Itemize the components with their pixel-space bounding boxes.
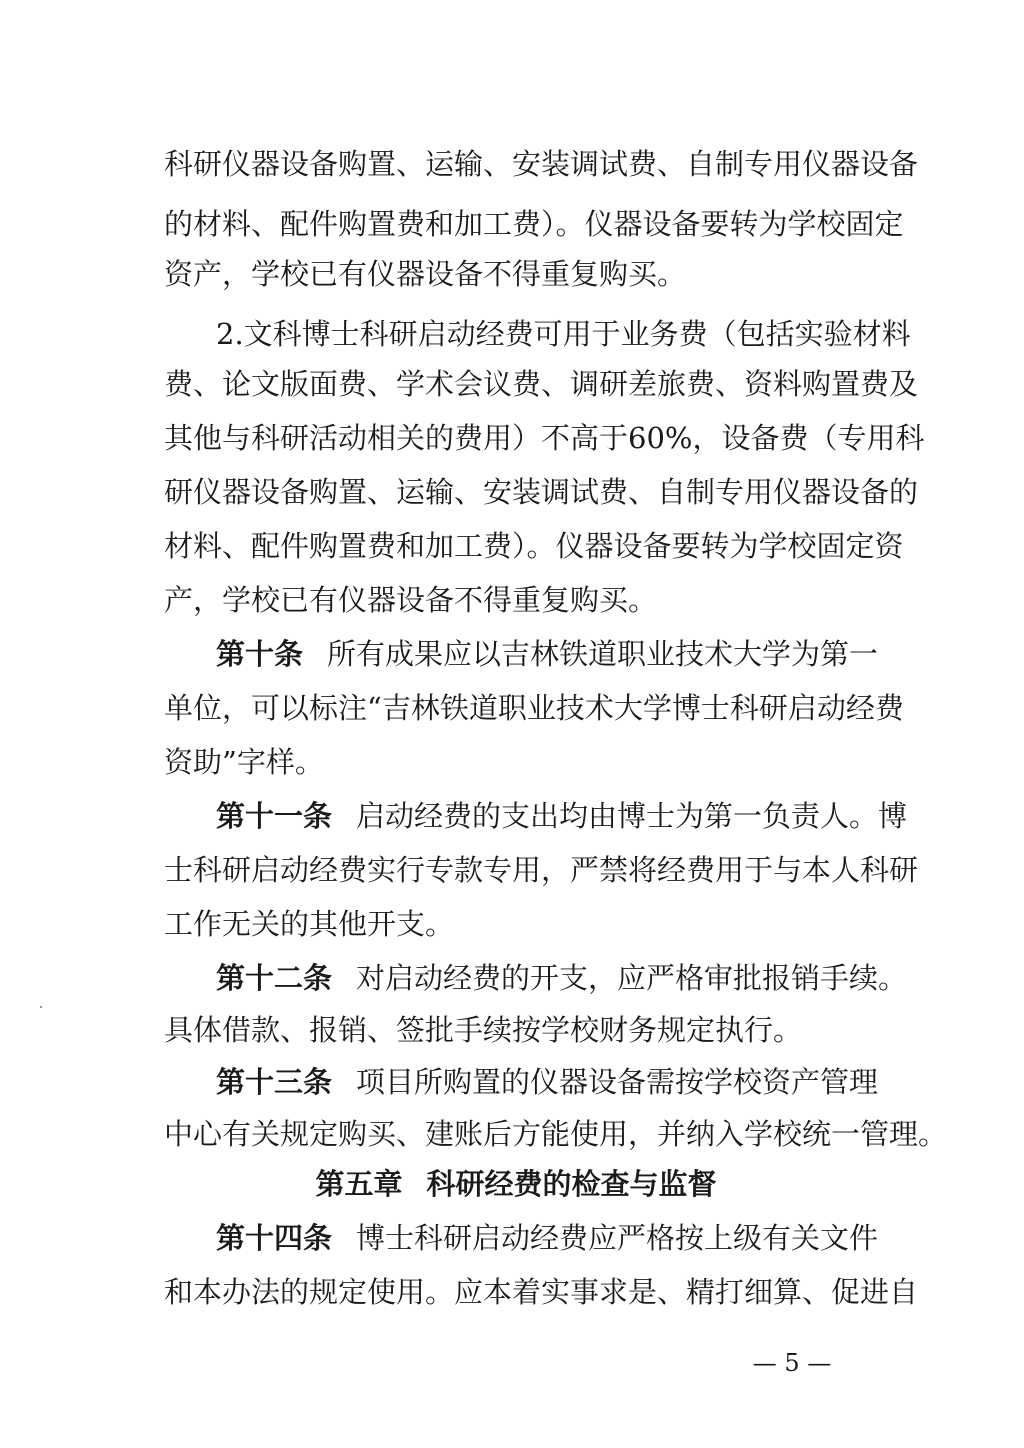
text-line: 的材料、配件购置费和加工费）。仪器设备要转为学校固定 xyxy=(164,207,904,241)
text-line: 材料、配件购置费和加工费）。仪器设备要转为学校固定资 xyxy=(164,529,904,563)
text-line: 单位，可以标注“吉林铁道职业技术大学博士科研启动经费 xyxy=(164,691,904,725)
article-number: 第十三条 xyxy=(216,1065,333,1099)
article-line xyxy=(216,958,908,998)
article-text: 博士科研启动经费应严格按上级有关文件 xyxy=(356,1221,879,1255)
article-number: 第十一条 xyxy=(216,799,333,833)
page-number: — 5 — xyxy=(752,1349,832,1377)
text-line: 研仪器设备购置、运输、安装调试费、自制专用仪器设备的 xyxy=(164,475,919,509)
text-line: 和本办法的规定使用。应本着实事求是、精打细算、促进自 xyxy=(164,1275,919,1309)
text-line: 科研仪器设备购置、运输、安装调试费、自制专用仪器设备 xyxy=(164,147,919,181)
text-line: 工作无关的其他开支。 xyxy=(164,907,455,941)
text-line: 具体借款、报销、签批手续按学校财务规定执行。 xyxy=(164,1013,803,1047)
article-text: 启动经费的支出均由博士为第一负责人。博 xyxy=(356,799,908,833)
chapter-heading xyxy=(164,1164,868,1204)
article-text: 项目所购置的仪器设备需按学校资产管理 xyxy=(356,1065,879,1099)
text-line: 资助”字样。 xyxy=(164,745,324,779)
article-number: 第十条 xyxy=(216,637,304,671)
article-number: 第十四条 xyxy=(216,1221,333,1255)
article-line xyxy=(216,1062,879,1102)
chapter-number: 第五章 xyxy=(315,1167,403,1201)
text-line: 士科研启动经费实行专款专用，严禁将经费用于与本人科研 xyxy=(164,853,919,887)
text-line: 其他与科研活动相关的费用）不高于60%，设备费（专用科 xyxy=(164,421,925,455)
text-line: 中心有关规定购买、建账后方能使用，并纳入学校统一管理。 xyxy=(164,1117,948,1151)
text-line: 费、论文版面费、学术会议费、调研差旅费、资料购置费及 xyxy=(164,367,919,401)
article-text: 对启动经费的开支，应严格审批报销手续。 xyxy=(356,961,908,995)
article-line xyxy=(216,796,908,836)
article-line xyxy=(216,1218,879,1258)
article-number: 第十二条 xyxy=(216,961,333,995)
text-line: 产，学校已有仪器设备不得重复购买。 xyxy=(164,583,658,617)
scan-speck xyxy=(40,1006,42,1008)
article-text: 所有成果应以吉林铁道职业技术大学为第一 xyxy=(327,637,879,671)
text-line: 2.文科博士科研启动经费可用于业务费（包括实验材料 xyxy=(216,317,911,351)
article-line xyxy=(216,634,879,674)
text-line: 资产，学校已有仪器设备不得重复购买。 xyxy=(164,257,687,291)
chapter-title: 科研经费的检查与监督 xyxy=(426,1167,717,1201)
